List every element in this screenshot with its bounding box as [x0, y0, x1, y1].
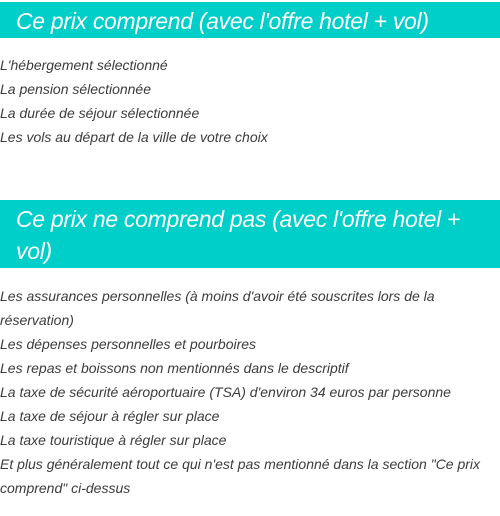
list-item: L'hébergement sélectionné — [0, 57, 168, 73]
list-item: La taxe de séjour à régler sur place — [0, 408, 220, 424]
list-item: La taxe touristique à régler sur place — [0, 432, 227, 448]
list-item: Les repas et boissons non mentionnés dans le descriptif — [0, 360, 349, 376]
included-list — [0, 53, 490, 149]
list-item: Les dépenses personnelles et pourboires — [0, 336, 257, 352]
list-item: La pension sélectionnée — [0, 81, 152, 97]
excluded-section-header: Ce prix ne comprend pas (avec l'offre hotel + vol) — [0, 200, 500, 268]
excluded-list — [0, 284, 490, 500]
included-section-header: Ce prix comprend (avec l'offre hotel + vol) — [0, 2, 500, 38]
list-item: Les vols au départ de la ville de votre choix — [0, 129, 268, 145]
list-item: Et plus généralement tout ce qui n'est pas mentionné dans la section "Ce prix comprend" ci-dessus — [0, 456, 481, 496]
list-item: La taxe de sécurité aéroportuaire (TSA) d'environ 34 euros par personne — [0, 384, 451, 400]
list-item: La durée de séjour sélectionnée — [0, 105, 200, 121]
list-item: Les assurances personnelles (à moins d'avoir été souscrites lors de la réservation) — [0, 288, 435, 328]
